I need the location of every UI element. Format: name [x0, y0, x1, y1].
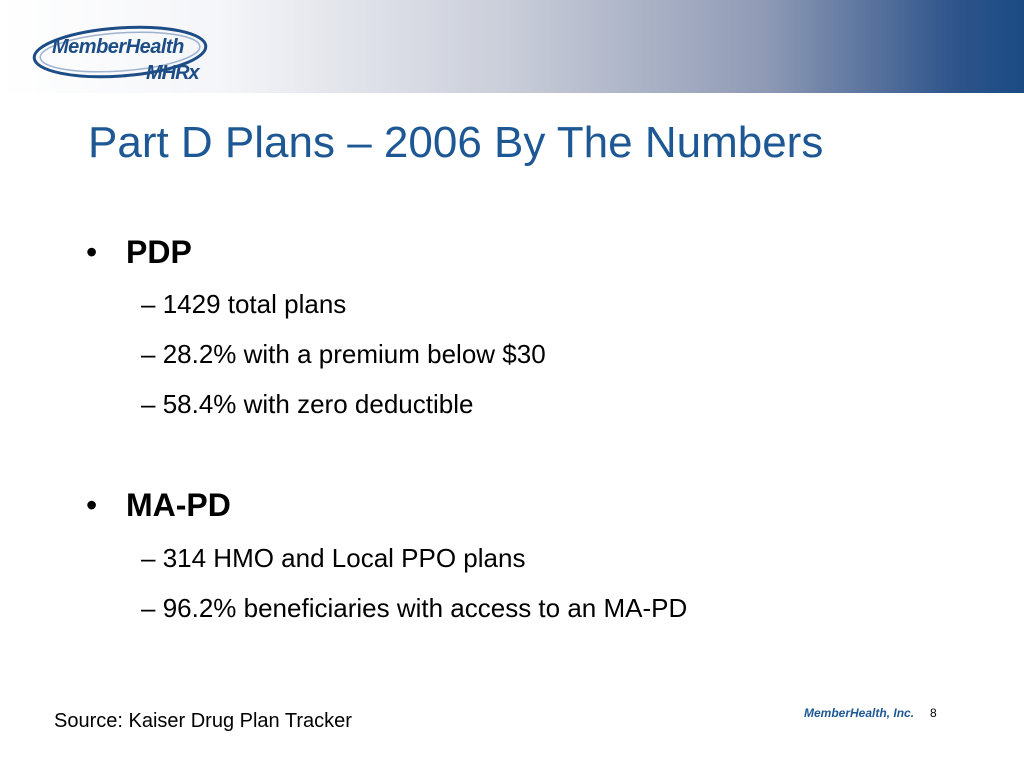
company-logo	[28, 22, 208, 88]
sub-item-text: 1429 total plans	[162, 289, 347, 319]
sub-item: – 314 HMO and Local PPO plans	[141, 543, 526, 573]
bullet-heading-text: PDP	[126, 234, 192, 270]
sub-item: – 1429 total plans	[141, 289, 347, 319]
bullet-dot-icon: •	[86, 234, 98, 270]
bullet-heading-mapd	[86, 487, 231, 524]
sub-item-text: 314 HMO and Local PPO plans	[162, 543, 526, 573]
logo-subtext: MHRx	[146, 62, 199, 84]
sub-item: – 28.2% with a premium below $30	[141, 339, 546, 369]
bullet-heading-pdp	[86, 234, 192, 271]
bullet-dot-icon: •	[86, 487, 98, 523]
bullet-heading-text: MA-PD	[126, 487, 231, 523]
slide-title: Part D Plans – 2006 By The Numbers	[88, 118, 824, 167]
page-number: 8	[930, 706, 937, 720]
footer-company: MemberHealth, Inc.	[804, 706, 915, 720]
source-note: Source: Kaiser Drug Plan Tracker	[54, 710, 352, 732]
sub-item-text: 58.4% with zero deductible	[162, 389, 474, 419]
sub-item: – 96.2% beneficiaries with access to an MA-PD	[141, 593, 688, 623]
sub-item: – 58.4% with zero deductible	[141, 389, 474, 419]
logo-text: MemberHealth	[52, 36, 184, 58]
sub-item-text: 96.2% beneficiaries with access to an MA-PD	[162, 593, 688, 623]
sub-item-text: 28.2% with a premium below $30	[162, 339, 546, 369]
